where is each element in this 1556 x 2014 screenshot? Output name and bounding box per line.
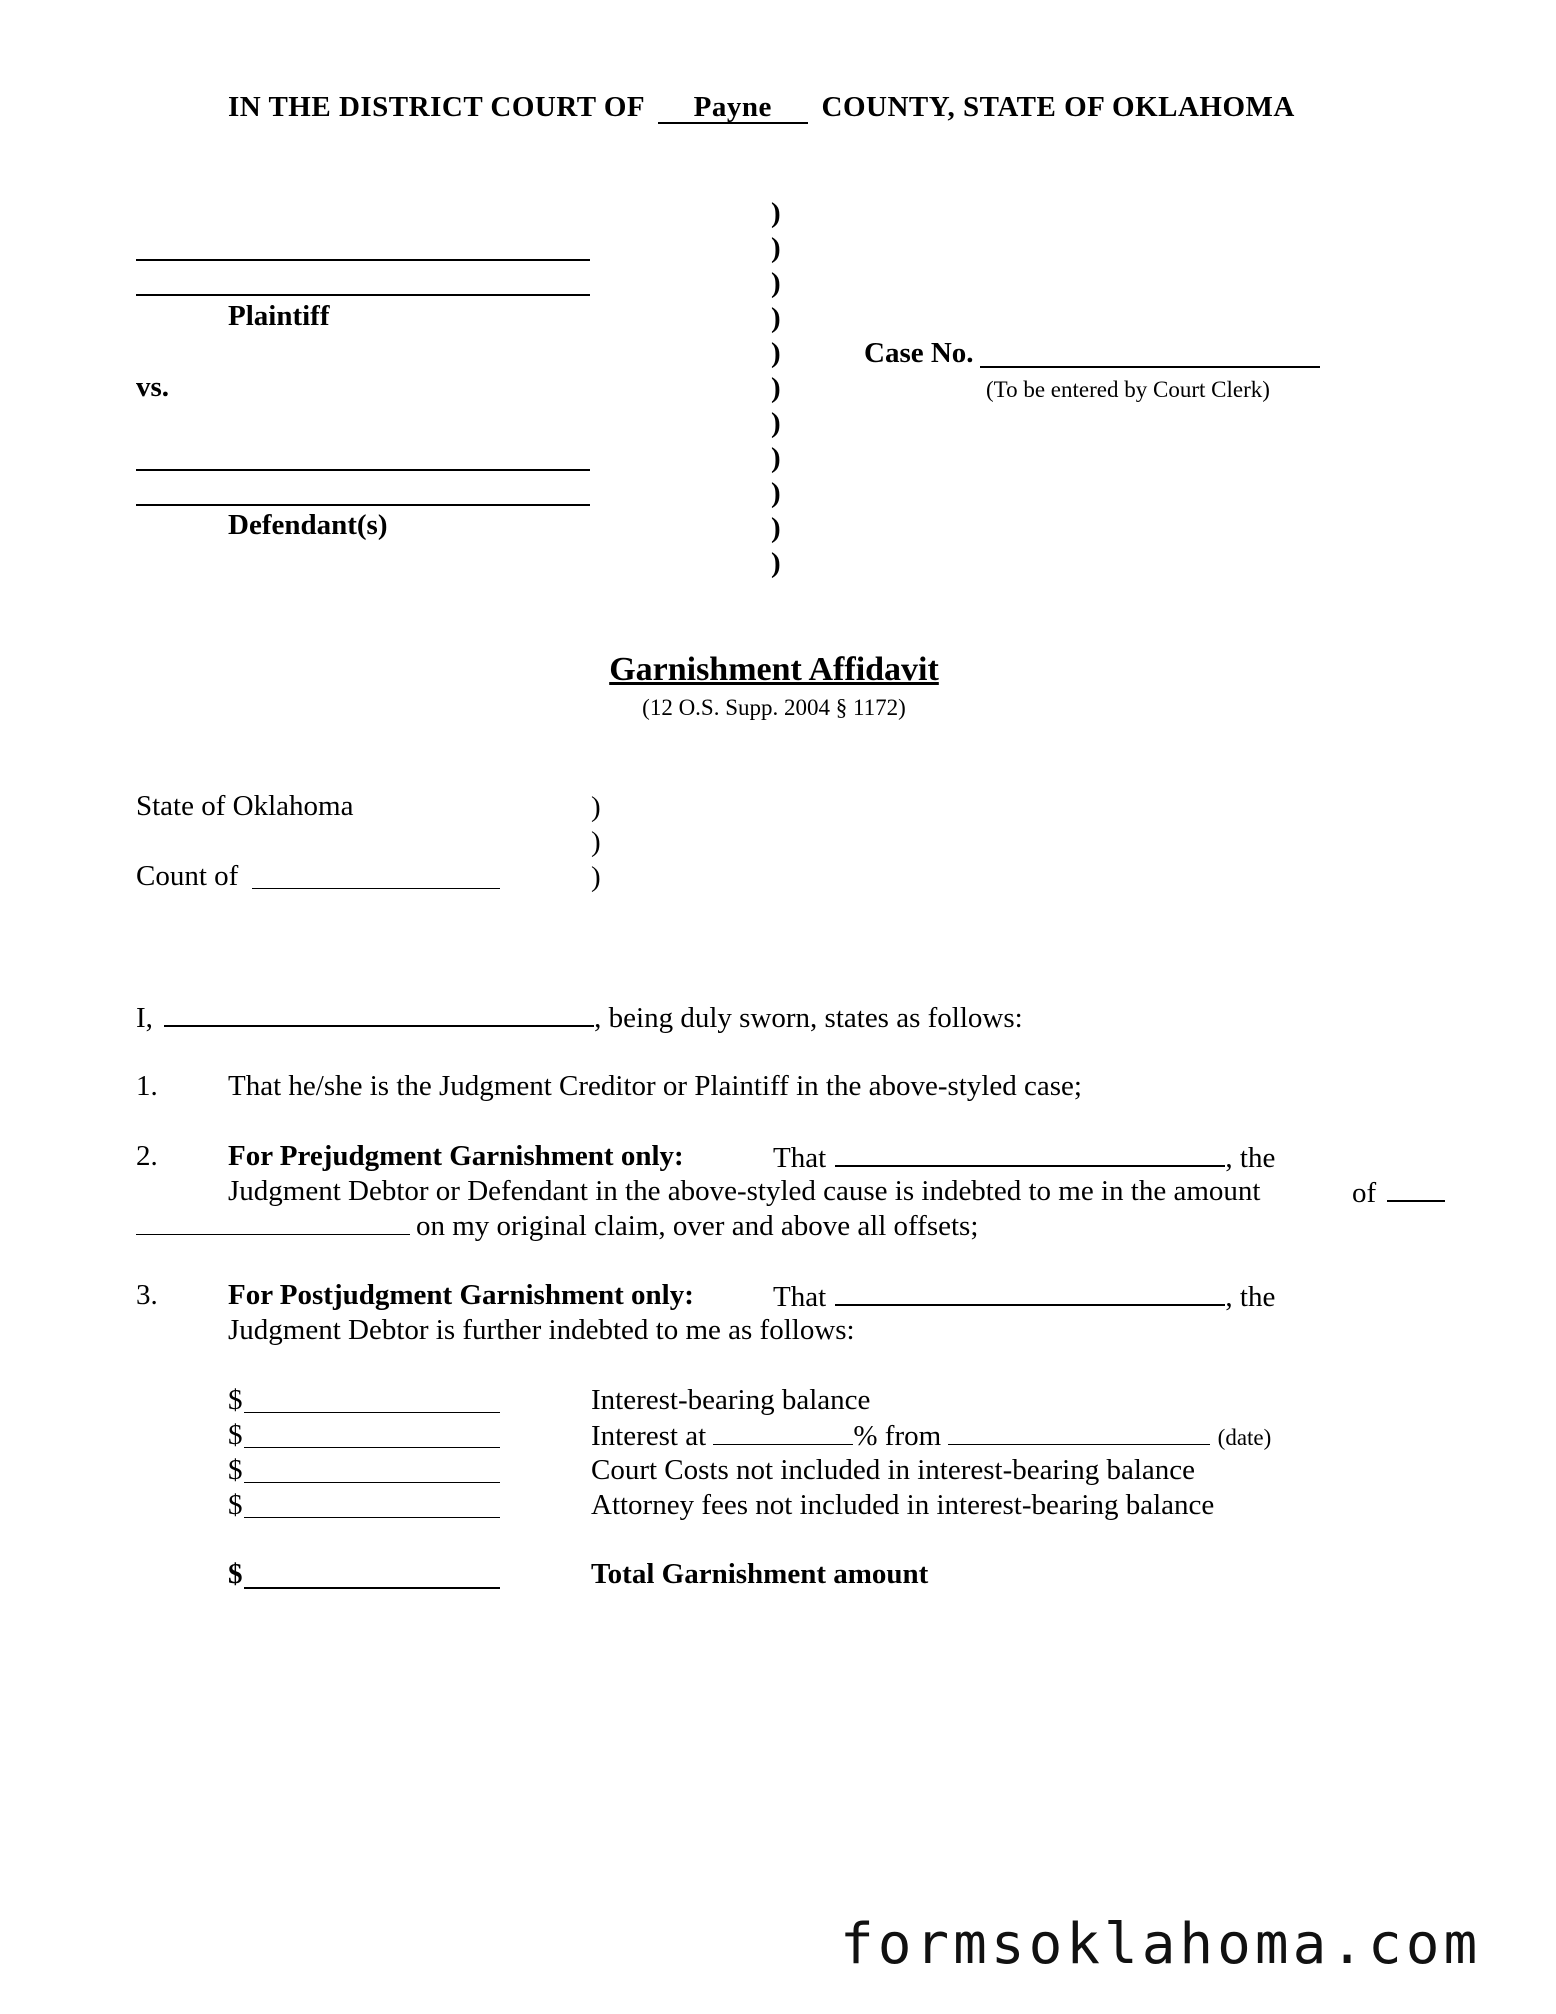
- plaintiff-label: Plaintiff: [228, 300, 330, 332]
- item2-line2: Judgment Debtor or Defendant in the above-styled cause is indebted to me in the amount: [228, 1175, 1261, 1207]
- prejudgment-amount-field-b[interactable]: [136, 1234, 410, 1235]
- date-note: (date): [1217, 1425, 1272, 1450]
- defendant-label: Defendant(s): [228, 509, 388, 541]
- venue-paren: ): [591, 826, 601, 858]
- watermark-text: formsoklahoma.com: [840, 1912, 1482, 1977]
- item2-heading: For Prejudgment Garnishment only:: [228, 1140, 684, 1172]
- item2-line3: on my original claim, over and above all offsets;: [416, 1210, 979, 1242]
- caption-paren: ): [771, 337, 781, 369]
- item3-that: That , the: [773, 1278, 1275, 1314]
- attorney-fees-amount-field[interactable]: [244, 1517, 500, 1518]
- venue-paren: ): [591, 861, 601, 893]
- county-name: Payne: [658, 92, 808, 124]
- document-title: Garnishment Affidavit: [609, 651, 939, 688]
- title-citation: (12 O.S. Supp. 2004 § 1172): [642, 695, 906, 720]
- case-no-label: Case No.: [864, 337, 974, 369]
- caption-paren: ): [771, 372, 781, 404]
- defendant-line-1[interactable]: [136, 469, 590, 471]
- prejudgment-debtor-field[interactable]: [835, 1139, 1225, 1167]
- percent-from-label: % from: [853, 1420, 942, 1452]
- court-costs-amount-field[interactable]: [244, 1482, 500, 1483]
- caption-paren: ): [771, 407, 781, 439]
- interest-amount-field[interactable]: [244, 1447, 500, 1448]
- vs-label: vs.: [136, 371, 170, 403]
- item2-number: 2.: [136, 1140, 158, 1172]
- court-costs-label: Court Costs not included in interest-bearing balance: [591, 1454, 1196, 1486]
- item2-of: of: [1352, 1174, 1445, 1210]
- caption-paren: ): [771, 267, 781, 299]
- total-label: Total Garnishment amount: [591, 1558, 929, 1590]
- attorney-fees-label: Attorney fees not included in interest-bearing balance: [591, 1489, 1215, 1521]
- interest-rate-field[interactable]: [713, 1418, 853, 1445]
- item2-that: That , the: [773, 1139, 1275, 1175]
- interest-bearing-amount-field[interactable]: [244, 1412, 500, 1413]
- case-no-field[interactable]: [980, 366, 1320, 368]
- intro-line: [136, 999, 1023, 1035]
- header-suffix: COUNTY, STATE OF OKLAHOMA: [821, 91, 1295, 123]
- caption-paren: ): [771, 477, 781, 509]
- intro-prefix: I,: [136, 1002, 153, 1034]
- interest-at-row: [591, 1418, 1271, 1455]
- postjudgment-debtor-field[interactable]: [835, 1278, 1225, 1306]
- case-no-note: (To be entered by Court Clerk): [986, 377, 1270, 402]
- item3-number: 3.: [136, 1279, 158, 1311]
- venue-paren: ): [591, 791, 601, 823]
- interest-bearing-label: Interest-bearing balance: [591, 1384, 871, 1416]
- affiant-name-field[interactable]: [164, 999, 594, 1027]
- currency-sign: $: [228, 1419, 243, 1451]
- item2-the: , the: [1225, 1142, 1276, 1174]
- caption-paren: ): [771, 302, 781, 334]
- interest-date-field[interactable]: [948, 1418, 1210, 1445]
- venue-county-label: Count of: [136, 860, 239, 892]
- item1-number: 1.: [136, 1070, 158, 1102]
- total-amount-field[interactable]: [244, 1587, 500, 1589]
- item3-line2: Judgment Debtor is further indebted to me as follows:: [228, 1314, 855, 1346]
- currency-sign: $: [228, 1454, 243, 1486]
- plaintiff-line-1[interactable]: [136, 259, 590, 261]
- interest-at-label: Interest at: [591, 1420, 707, 1452]
- caption-paren: ): [771, 232, 781, 264]
- item1-text: That he/she is the Judgment Creditor or Plaintiff in the above-styled case;: [228, 1070, 1082, 1102]
- plaintiff-line-2[interactable]: [136, 294, 590, 296]
- caption-paren: ): [771, 512, 781, 544]
- caption-paren: ): [771, 442, 781, 474]
- caption-paren: ): [771, 547, 781, 579]
- caption-paren: ): [771, 197, 781, 229]
- currency-sign: $: [228, 1489, 243, 1521]
- item3-heading: For Postjudgment Garnishment only:: [228, 1279, 694, 1311]
- defendant-line-2[interactable]: [136, 504, 590, 506]
- venue-county-field[interactable]: [252, 888, 500, 889]
- prejudgment-amount-field-a[interactable]: [1387, 1174, 1445, 1202]
- header-prefix: IN THE DISTRICT COURT OF: [228, 91, 645, 123]
- item3-the: , the: [1225, 1281, 1276, 1313]
- venue-state-label: State of Oklahoma: [136, 790, 354, 822]
- currency-sign: $: [228, 1384, 243, 1416]
- court-header: [228, 90, 1295, 124]
- currency-sign: $: [228, 1558, 243, 1590]
- intro-suffix: , being duly sworn, states as follows:: [594, 1002, 1023, 1034]
